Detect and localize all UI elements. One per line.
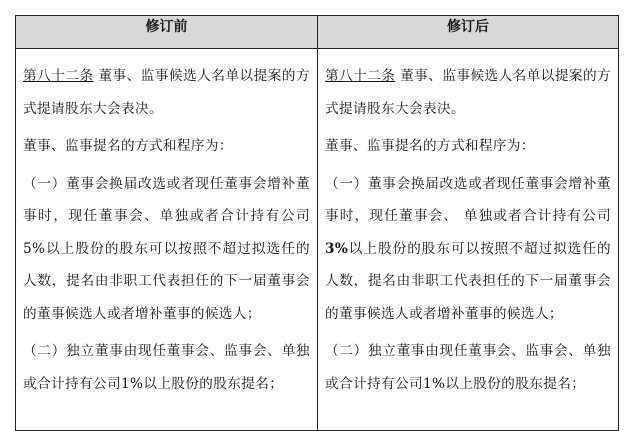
before-article-text: 董事、监事候选人名单以提案的方式提请股东大会表决。: [23, 68, 311, 117]
after-column: [318, 49, 619, 431]
before-p3-text-a: （一）董事会换届改选或者现任董事会增补董事时，现任董事会、单独或者合计持有公司: [23, 175, 310, 224]
after-p3-text-a: （一）董事会换届改选或者现任董事会增补董事时，现任董事会、 单独或者合计持有公司: [325, 175, 611, 224]
after-paragraph-4: （二）独立董事由现任董事会、监事会、单独或合计持有公司1%以上股份的股东提名；: [325, 343, 611, 392]
before-article: [23, 60, 310, 125]
after-p3-percent: 3%: [325, 240, 349, 257]
header-after: 修订后: [318, 16, 619, 49]
before-paragraph-2: 董事、监事提名的方式和程序为：: [23, 138, 233, 154]
after-p3-text-b: 以上股份的股东可以按照不超过拟选任的人数，提名由非职工代表担任的下一届董事会的董事候选人或者增补董事的候选人；: [325, 240, 611, 322]
before-paragraph-3: [23, 168, 310, 331]
before-p3-percent: 5%: [23, 240, 46, 257]
before-paragraph-4: （二）独立董事由现任董事会、监事会、单独或合计持有公司1%以上股份的股东提名；: [23, 343, 310, 392]
before-p3-text-b: 以上股份的股东可以按照不超过拟选任的人数，提名由非职工代表担任的下一届董事会的董事候选人或者增补董事的候选人；: [23, 240, 310, 322]
after-paragraph-3: [325, 168, 611, 331]
before-article-number: 第八十二条: [23, 68, 94, 84]
comparison-table: [15, 15, 619, 431]
before-column: [16, 49, 318, 431]
after-article: [325, 60, 611, 125]
content-row: [16, 49, 619, 431]
after-article-number: 第八十二条: [325, 68, 396, 84]
header-before: 修订前: [16, 16, 318, 49]
after-paragraph-2: 董事、监事提名的方式和程序为：: [325, 138, 535, 154]
header-row: [16, 16, 619, 49]
after-article-text: 董事、监事候选人名单以提案的方式提请股东大会表决。: [325, 68, 612, 117]
